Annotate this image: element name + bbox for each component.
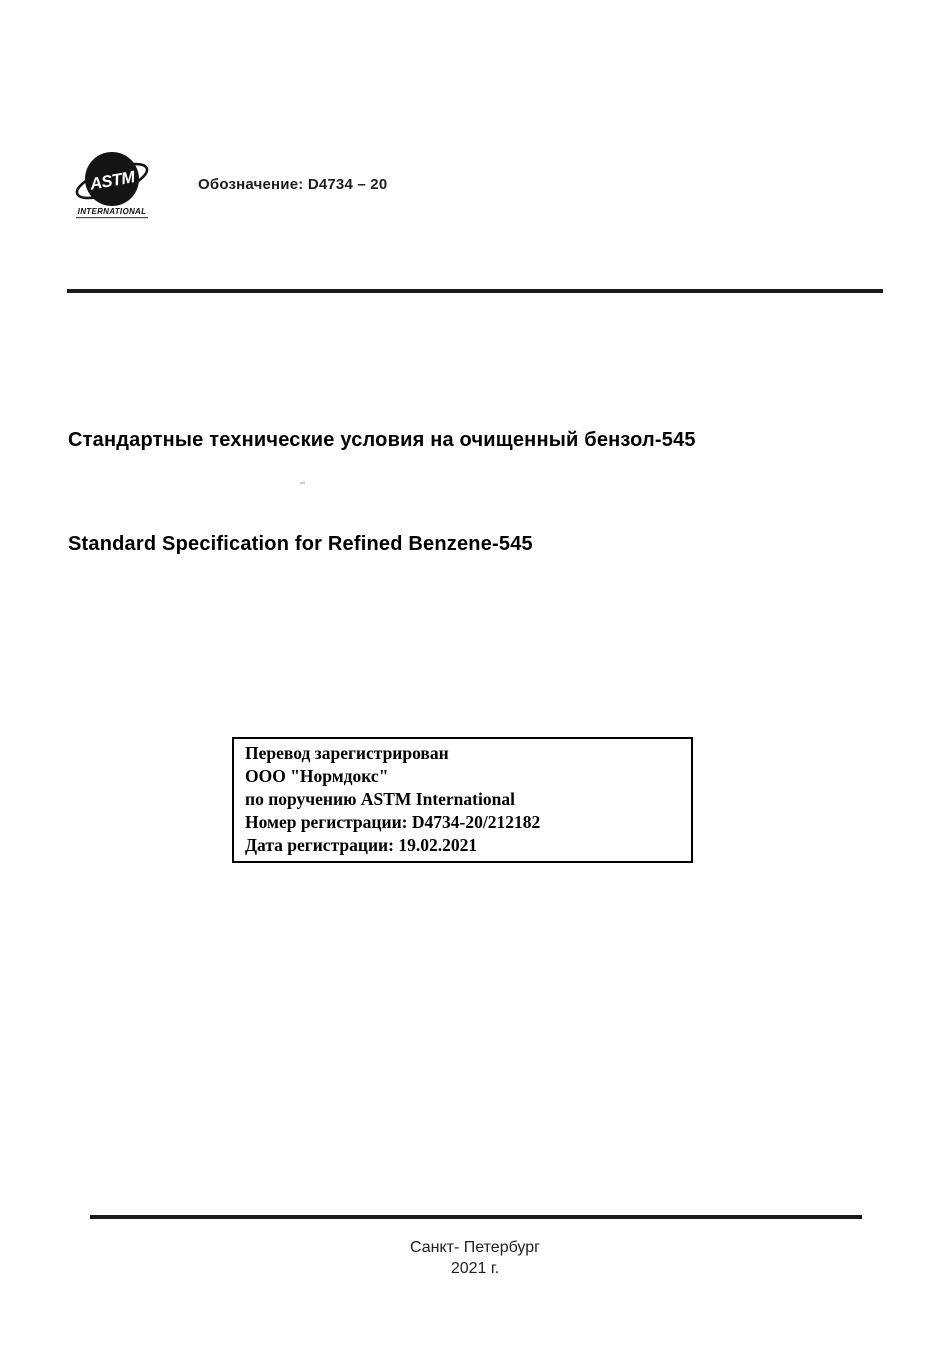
title-russian: Стандартные технические условия на очищенный бензол-545 (68, 429, 696, 451)
astm-logo (74, 148, 154, 224)
designation-label: Обозначение: D4734 – 20 (198, 176, 388, 193)
registration-line-3: по поручению ASTM International (245, 789, 515, 809)
astm-globe-icon (74, 148, 154, 224)
footer-year: 2021 г. (450, 1260, 500, 1277)
registration-line-4: Номер регистрации: D4734-20/212182 (245, 812, 541, 832)
title-english: Standard Specification for Refined Benzene-545 (68, 533, 533, 555)
top-rule (67, 289, 883, 293)
footer (0, 1237, 950, 1279)
registration-line-5: Дата регистрации: 19.02.2021 (245, 835, 478, 855)
astm-logo-text: ASTM (88, 168, 136, 194)
bottom-rule (90, 1215, 862, 1219)
scan-artifact (300, 482, 305, 485)
registration-line-2: ООО "Нормдокс" (245, 766, 389, 786)
registration-line-1: Перевод зарегистрирован (245, 743, 449, 763)
astm-logo-subtext: INTERNATIONAL (77, 207, 147, 216)
footer-city: Санкт- Петербург (410, 1239, 540, 1256)
registration-box (232, 737, 693, 863)
